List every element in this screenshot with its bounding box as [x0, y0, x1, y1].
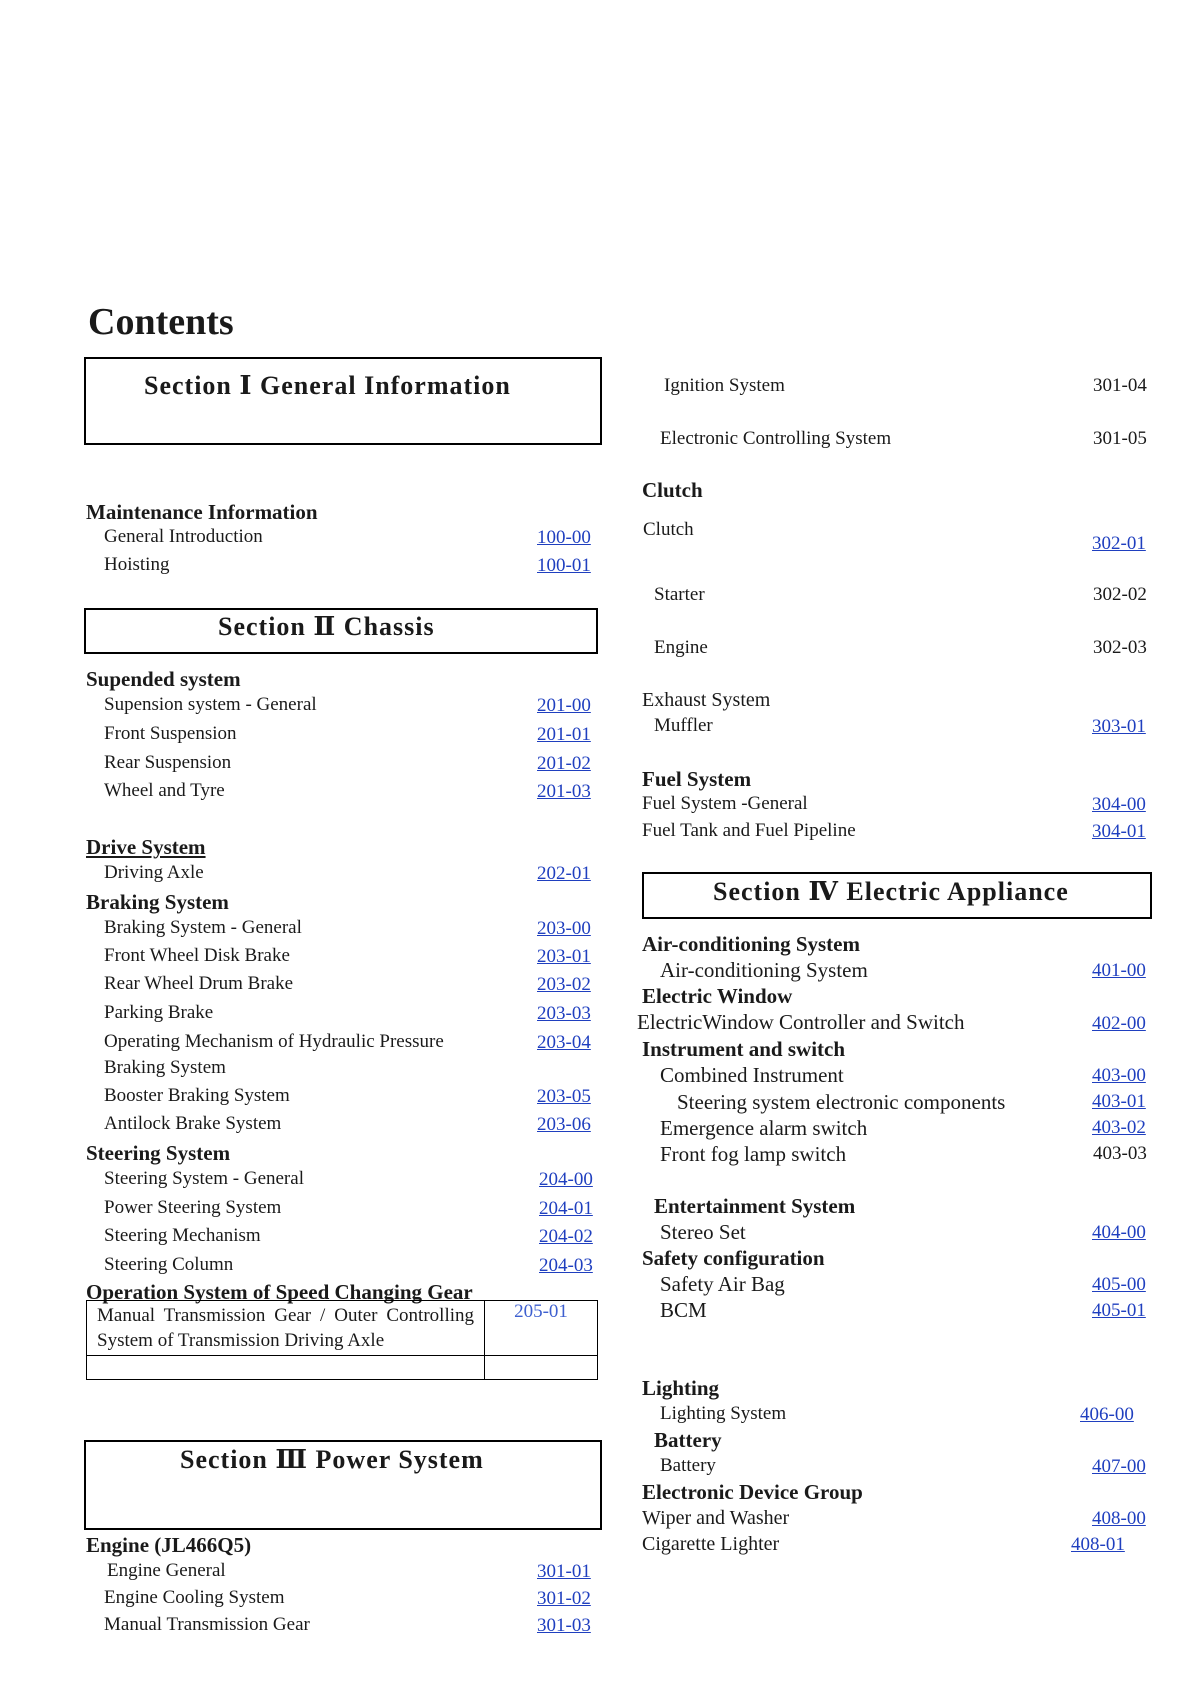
category-aircon: Air-conditioning System [642, 932, 860, 956]
toc-label: Stereo Set [660, 1220, 746, 1244]
toc-label: Rear Wheel Drum Brake [104, 973, 294, 994]
toc-code: 403-03 [1093, 1143, 1147, 1164]
toc-link[interactable]: 304-01 [1092, 821, 1146, 842]
section-4-title: Section Ⅳ Electric Appliance [713, 877, 1069, 906]
toc-link[interactable]: 402-00 [1092, 1013, 1146, 1034]
toc-link[interactable]: 301-01 [537, 1561, 591, 1582]
toc-label: Steering system electronic components [677, 1090, 1006, 1114]
category-steering: Steering System [86, 1141, 231, 1165]
toc-link[interactable]: 407-00 [1092, 1456, 1146, 1477]
toc-label: Combined Instrument [660, 1063, 844, 1087]
toc-label: Clutch [643, 519, 694, 540]
toc-link[interactable]: 201-01 [537, 724, 591, 745]
toc-label: BCM [660, 1298, 707, 1322]
toc-link[interactable]: 404-00 [1092, 1222, 1146, 1243]
toc-label: Safety Air Bag [660, 1272, 785, 1296]
gear-empty-cell [87, 1356, 485, 1380]
gear-table [86, 1300, 598, 1380]
toc-link[interactable]: 100-01 [537, 555, 591, 576]
category-window: Electric Window [642, 984, 793, 1008]
toc-label: Manual Transmission Gear [104, 1614, 310, 1635]
toc-link[interactable]: 405-00 [1092, 1274, 1146, 1295]
toc-label: Starter [654, 584, 705, 605]
category-drive: Drive System [86, 835, 206, 859]
toc-label: Emergence alarm switch [660, 1116, 868, 1140]
section-1-title: Section Ⅰ General Information [144, 371, 511, 400]
toc-label: Front Suspension [104, 723, 237, 744]
toc-link[interactable]: 201-02 [537, 753, 591, 774]
category-lighting: Lighting [642, 1376, 720, 1400]
toc-link[interactable]: 203-00 [537, 918, 591, 939]
category-fuel: Fuel System [642, 767, 752, 791]
toc-link[interactable]: 203-04 [537, 1032, 591, 1053]
toc-label: Operating Mechanism of Hydraulic Pressure [104, 1031, 444, 1052]
toc-link[interactable]: 301-02 [537, 1588, 591, 1609]
category-exhaust: Exhaust System [642, 689, 771, 711]
category-braking: Braking System [86, 890, 229, 914]
category-entertainment: Entertainment System [654, 1194, 856, 1218]
gear-text: Manual Transmission Gear / Outer Controlling System of Transmission Driving Axle [97, 1305, 474, 1351]
toc-link[interactable]: 406-00 [1080, 1404, 1134, 1425]
toc-label: Air-conditioning System [660, 958, 868, 982]
category-battery: Battery [654, 1428, 722, 1452]
toc-link[interactable]: 302-01 [1092, 533, 1146, 554]
toc-link[interactable]: 100-00 [537, 527, 591, 548]
toc-link[interactable]: 201-00 [537, 695, 591, 716]
toc-label: Engine Cooling System [104, 1587, 285, 1608]
toc-link[interactable]: 408-01 [1071, 1534, 1125, 1555]
category-clutch: Clutch [642, 478, 703, 502]
toc-label: Engine General [107, 1560, 226, 1581]
toc-link[interactable]: 204-00 [539, 1169, 593, 1190]
category-device: Electronic Device Group [642, 1480, 863, 1504]
category-engine: Engine (JL466Q5) [86, 1533, 252, 1557]
toc-link[interactable]: 304-00 [1092, 794, 1146, 815]
toc-link[interactable]: 401-00 [1092, 960, 1146, 981]
toc-label: Antilock Brake System [104, 1113, 282, 1134]
toc-link[interactable]: 203-06 [537, 1114, 591, 1135]
toc-link[interactable]: 303-01 [1092, 716, 1146, 737]
gear-text-cell [87, 1301, 485, 1356]
toc-label: General Introduction [104, 526, 263, 547]
toc-link[interactable]: 204-01 [539, 1198, 593, 1219]
page-title: Contents [88, 301, 234, 343]
toc-label: Hoisting [104, 554, 170, 575]
toc-link[interactable]: 403-01 [1092, 1091, 1146, 1112]
toc-label: Rear Suspension [104, 752, 232, 773]
toc-link[interactable]: 301-03 [537, 1615, 591, 1636]
toc-label: Front Wheel Disk Brake [104, 945, 290, 966]
toc-link[interactable]: 405-01 [1092, 1300, 1146, 1321]
toc-link[interactable]: 204-03 [539, 1255, 593, 1276]
toc-code: 302-03 [1093, 637, 1147, 658]
category-safety: Safety configuration [642, 1246, 825, 1270]
toc-code: 301-04 [1093, 375, 1147, 396]
gear-code[interactable]: 205-01 [485, 1301, 598, 1356]
toc-label: Steering System - General [104, 1168, 304, 1189]
toc-code: 301-05 [1093, 428, 1147, 449]
toc-label: Battery [660, 1455, 716, 1476]
category-gear: Operation System of Speed Changing Gear [86, 1280, 473, 1304]
toc-label: Lighting System [660, 1403, 787, 1424]
toc-label: Driving Axle [104, 862, 204, 883]
toc-label: Wiper and Washer [642, 1507, 790, 1529]
toc-label: Fuel Tank and Fuel Pipeline [642, 820, 856, 841]
toc-label: Muffler [654, 715, 713, 736]
toc-label: Electronic Controlling System [660, 428, 892, 449]
toc-link[interactable]: 403-00 [1092, 1065, 1146, 1086]
toc-label: Booster Braking System [104, 1085, 290, 1106]
toc-link[interactable]: 202-01 [537, 863, 591, 884]
category-suspended: Supended system [86, 667, 241, 691]
section-3-title: Section Ⅲ Power System [180, 1445, 484, 1474]
toc-label: Front fog lamp switch [660, 1142, 847, 1166]
toc-label: ElectricWindow Controller and Switch [637, 1010, 965, 1034]
toc-label: Engine [654, 637, 708, 658]
category-maintenance: Maintenance Information [86, 500, 318, 524]
toc-link[interactable]: 204-02 [539, 1226, 593, 1247]
toc-label-continued: Braking System [104, 1057, 226, 1078]
toc-label: Wheel and Tyre [104, 780, 225, 801]
toc-label: Fuel System -General [642, 793, 808, 814]
toc-link[interactable]: 203-05 [537, 1086, 591, 1107]
toc-label: Cigarette Lighter [642, 1533, 780, 1555]
toc-label: Steering Column [104, 1254, 234, 1275]
toc-link[interactable]: 203-01 [537, 946, 591, 967]
toc-link[interactable]: 408-00 [1092, 1508, 1146, 1529]
toc-label: Steering Mechanism [104, 1225, 261, 1246]
toc-link[interactable]: 203-03 [537, 1003, 591, 1024]
toc-label: Supension system - General [104, 694, 317, 715]
category-instrument: Instrument and switch [642, 1037, 846, 1061]
toc-code: 302-02 [1093, 584, 1147, 605]
toc-link[interactable]: 403-02 [1092, 1117, 1146, 1138]
gear-empty-cell [485, 1356, 598, 1380]
toc-link[interactable]: 203-02 [537, 974, 591, 995]
toc-label: Parking Brake [104, 1002, 214, 1023]
toc-label: Power Steering System [104, 1197, 282, 1218]
section-2-title: Section Ⅱ Chassis [218, 612, 435, 641]
toc-label: Braking System - General [104, 917, 302, 938]
toc-link[interactable]: 201-03 [537, 781, 591, 802]
toc-label: Ignition System [664, 375, 785, 396]
